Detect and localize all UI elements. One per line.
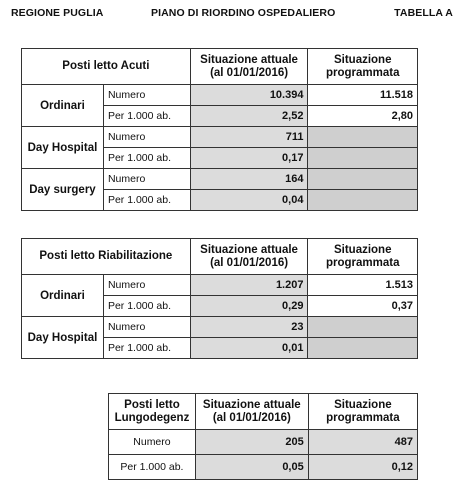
riab-ordinari-per1000-programmata: 0,37 [308, 296, 418, 317]
empty-cell [308, 148, 418, 169]
lungo-per1000-attuale: 0,05 [195, 455, 308, 480]
col-attuale-header: Situazione attuale (al 01/01/2016) [190, 49, 308, 85]
row-label: Per 1.000 ab. [109, 455, 196, 480]
row-label: Numero [103, 85, 190, 106]
region-title: REGIONE PUGLIA [11, 7, 104, 19]
col-programmata-header: Situazione programmata [308, 239, 418, 275]
acuti-table [21, 48, 418, 211]
acuti-dayhospital-numero-attuale: 711 [190, 127, 308, 148]
row-label: Numero [103, 127, 190, 148]
row-label: Per 1.000 ab. [103, 338, 190, 359]
riab-ordinari-numero-programmata: 1.513 [308, 275, 418, 296]
riab-dayhospital-numero-attuale: 23 [190, 317, 308, 338]
row-label: Per 1.000 ab. [103, 296, 190, 317]
acuti-ordinari-label: Ordinari [22, 85, 104, 127]
acuti-daysurgery-per1000-attuale: 0,04 [190, 190, 308, 211]
riab-dayhospital-per1000-attuale: 0,01 [190, 338, 308, 359]
row-label: Numero [109, 430, 196, 455]
empty-cell [308, 169, 418, 190]
empty-cell [308, 190, 418, 211]
riab-dayhospital-label: Day Hospital [22, 317, 104, 359]
col-programmata-header: Situazione programmata [308, 49, 418, 85]
empty-cell [308, 317, 418, 338]
lungo-per1000-programmata: 0,12 [308, 455, 417, 480]
document-title: PIANO DI RIORDINO OSPEDALIERO [151, 7, 336, 19]
empty-cell [308, 127, 418, 148]
riab-ordinari-per1000-attuale: 0,29 [190, 296, 308, 317]
col-attuale-header: Situazione attuale (al 01/01/2016) [195, 394, 308, 430]
acuti-dayhospital-label: Day Hospital [22, 127, 104, 169]
row-label: Numero [103, 275, 190, 296]
acuti-title: Posti letto Acuti [22, 49, 191, 85]
row-label: Numero [103, 169, 190, 190]
acuti-daysurgery-numero-attuale: 164 [190, 169, 308, 190]
acuti-ordinari-numero-attuale: 10.394 [190, 85, 308, 106]
lungodegenza-table [108, 393, 418, 480]
acuti-ordinari-numero-programmata: 11.518 [308, 85, 418, 106]
row-label: Numero [103, 317, 190, 338]
lungo-title: Posti letto Lungodegenz [109, 394, 196, 430]
row-label: Per 1.000 ab. [103, 148, 190, 169]
table-id: TABELLA A [394, 7, 453, 19]
riab-title: Posti letto Riabilitazione [22, 239, 191, 275]
riabilitazione-table [21, 238, 418, 359]
lungo-numero-attuale: 205 [195, 430, 308, 455]
col-programmata-header: Situazione programmata [308, 394, 417, 430]
riab-ordinari-numero-attuale: 1.207 [190, 275, 308, 296]
lungo-numero-programmata: 487 [308, 430, 417, 455]
riab-ordinari-label: Ordinari [22, 275, 104, 317]
empty-cell [308, 338, 418, 359]
acuti-ordinari-per1000-attuale: 2,52 [190, 106, 308, 127]
acuti-dayhospital-per1000-attuale: 0,17 [190, 148, 308, 169]
row-label: Per 1.000 ab. [103, 106, 190, 127]
acuti-ordinari-per1000-programmata: 2,80 [308, 106, 418, 127]
acuti-daysurgery-label: Day surgery [22, 169, 104, 211]
col-attuale-header: Situazione attuale (al 01/01/2016) [190, 239, 308, 275]
row-label: Per 1.000 ab. [103, 190, 190, 211]
